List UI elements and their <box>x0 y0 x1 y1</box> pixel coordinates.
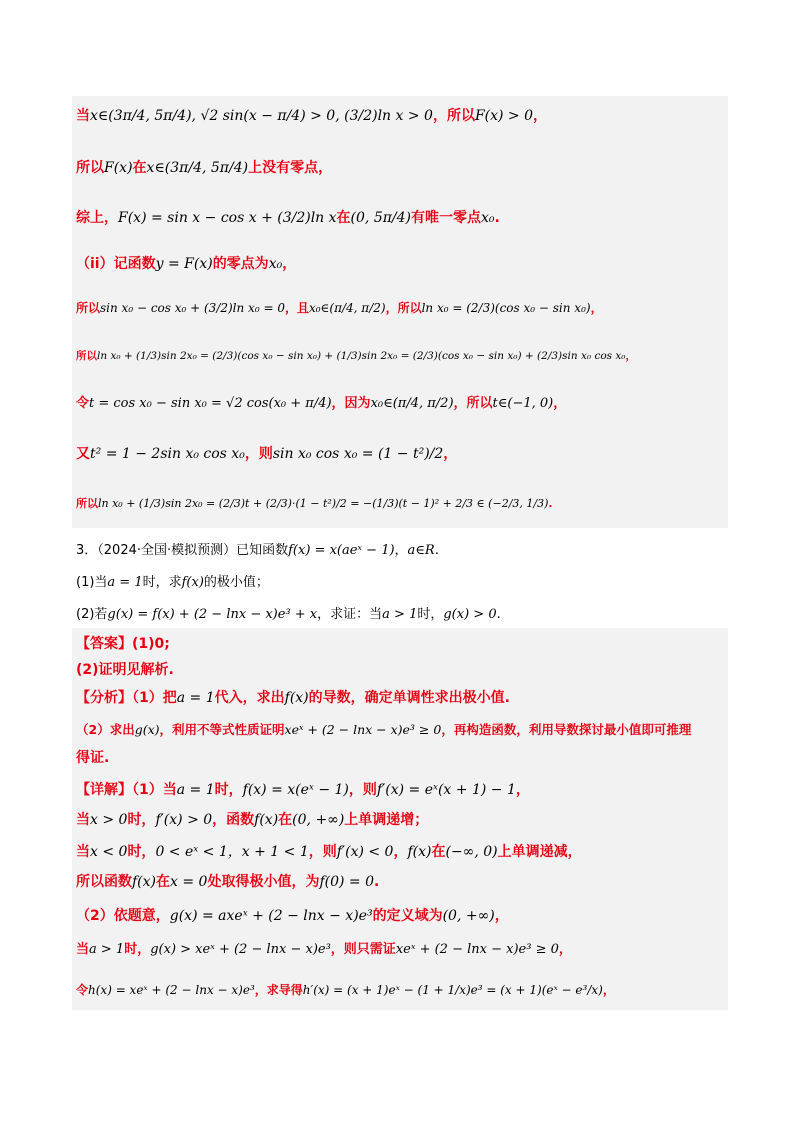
formula: ln x₀ + (1/3)sin 2x₀ = (2/3)(cos x₀ − sin x₀) + (1/3)sin 2x₀ = (2/3)(cos x₀ − sin x₀) + (2/3)sin x₀ cos x₀ <box>97 350 626 362</box>
text: 3．（2024·全国·模拟预测）已知函数 <box>76 543 289 558</box>
text: 上单调递增； <box>344 812 429 828</box>
formula: t∈(−1, 0) <box>492 396 554 411</box>
answer-line-1 <box>76 634 170 654</box>
text: 时， <box>214 782 243 798</box>
formula: x = 0 <box>170 874 208 890</box>
line-6 <box>76 346 636 366</box>
text: 得证. <box>76 750 110 766</box>
text: ， <box>558 942 572 957</box>
text: 令 <box>76 396 90 411</box>
formula: a∈R <box>407 543 435 558</box>
text: ，所以 <box>453 396 493 411</box>
formula: xeˣ + (2 − lnx − x)e³ ≥ 0 <box>284 722 442 737</box>
text: 时， <box>127 812 156 828</box>
text: 令 <box>76 983 89 997</box>
formula: sin x₀ cos x₀ = (1 − t²)/2 <box>272 446 444 462</box>
text: (1)当 <box>76 575 108 590</box>
formula: t² = 1 − 2sin x₀ cos x₀ <box>90 446 245 462</box>
text: 时， <box>124 942 151 957</box>
formula: sin x₀ − cos x₀ + (3/2)ln x₀ = 0 <box>100 301 285 315</box>
formula: (−∞, 0) <box>445 844 498 860</box>
text: (2)若 <box>76 607 108 622</box>
formula: xeˣ + (2 − lnx − x)e³ ≥ 0 <box>395 942 559 957</box>
text: ， <box>394 543 408 558</box>
formula: f′(x) = eˣ(x + 1) − 1 <box>376 782 516 798</box>
line-9 <box>76 494 553 514</box>
formula: f(x) <box>132 874 157 890</box>
text: （2）求出 <box>76 722 135 737</box>
text: 在 <box>156 874 171 890</box>
text: 时，求 <box>142 575 182 590</box>
text: ，因为 <box>331 396 371 411</box>
text: 在 <box>278 812 293 828</box>
formula: t = cos x₀ − sin x₀ = √2 cos(x₀ + π/4) <box>89 396 332 411</box>
text: ，则只需证 <box>330 942 396 957</box>
line-3 <box>76 208 500 228</box>
formula: h′(x) = (x + 1)eˣ − (1 + 1/x)e³ = (x + 1)(eˣ − e³/x) <box>302 983 603 997</box>
formula: (0, +∞) <box>292 812 345 828</box>
text: 所以函数 <box>76 874 132 890</box>
text: 所以 <box>76 350 97 362</box>
question-part-2 <box>76 603 501 622</box>
text: ， <box>443 446 458 462</box>
formula: x∈(3π/4, 5π/4), √2 sin(x − π/4) > 0, (3/2)ln x > 0 <box>90 108 433 124</box>
text: （ii）记函数 <box>76 256 156 272</box>
text: 的极小值； <box>203 575 269 590</box>
text: 当 <box>76 108 90 124</box>
formula: F(x) = sin x − cos x + (3/2)ln x <box>118 210 337 226</box>
text: 上单调递减， <box>497 844 582 860</box>
detail-line-2 <box>76 810 428 830</box>
formula: f(x) <box>254 812 279 828</box>
text: ， <box>602 983 615 997</box>
text: ，所以 <box>385 301 422 315</box>
formula: F(x) > 0 <box>474 108 534 124</box>
formula: x₀ <box>481 210 495 226</box>
formula: g(x) = axeˣ + (2 − lnx − x)e³ <box>169 908 373 924</box>
text: ， <box>533 108 548 124</box>
text: 所以 <box>76 160 104 176</box>
text: ， <box>515 782 530 798</box>
formula: (0, 5π/4) <box>350 210 412 226</box>
detail-line-6 <box>76 940 572 960</box>
text: 又 <box>76 446 90 462</box>
line-1 <box>76 106 547 126</box>
text: ， <box>590 301 603 315</box>
text: ，求证：当 <box>317 607 383 622</box>
analysis-line-1 <box>76 688 510 708</box>
text: . <box>496 607 501 622</box>
text: 当 <box>76 942 90 957</box>
formula: f(x) <box>181 575 204 590</box>
detail-line-7 <box>76 980 615 1000</box>
text: 在 <box>132 160 147 176</box>
detail-line-5 <box>76 906 509 926</box>
formula: a > 1 <box>382 607 418 622</box>
formula: ln x₀ = (2/3)(cos x₀ − sin x₀) <box>421 301 591 315</box>
formula: x > 0 <box>90 812 128 828</box>
text: 处取得极小值，为 <box>207 874 320 890</box>
formula: (0, +∞) <box>442 908 495 924</box>
formula: h(x) = xeˣ + (2 − lnx − x)e³ <box>88 983 255 997</box>
line-4 <box>76 254 296 274</box>
text: ，所以 <box>432 108 475 124</box>
formula: a = 1 <box>176 782 215 798</box>
formula: x < 0 <box>90 844 128 860</box>
formula: f(x) = x(aeˣ − 1) <box>288 543 395 558</box>
text: 的定义域为 <box>372 908 443 924</box>
text: 在 <box>336 210 351 226</box>
text: ，利用不等式性质证明 <box>159 722 285 737</box>
formula: x₀ <box>268 256 283 272</box>
text: 上没有零点， <box>248 160 333 176</box>
text: . <box>494 210 500 226</box>
formula: f(x) = x(eˣ − 1) <box>242 782 349 798</box>
formula: g(x) = f(x) + (2 − lnx − x)e³ + x <box>107 607 318 622</box>
formula: y = F(x) <box>155 256 213 272</box>
formula: f(x) <box>284 690 309 706</box>
text: ， <box>282 256 297 272</box>
text: ，且 <box>284 301 309 315</box>
formula: f′(x) > 0 <box>155 812 213 828</box>
text: 所以 <box>76 497 98 510</box>
line-8 <box>76 444 457 464</box>
line-5 <box>76 298 603 318</box>
formula: x₀∈(π/4, π/2) <box>370 396 454 411</box>
formula: x₀∈(π/4, π/2) <box>308 301 386 315</box>
text: 时， <box>417 607 444 622</box>
text: (2)证明见解析. <box>76 662 174 678</box>
text: . <box>434 543 439 558</box>
analysis-line-2 <box>76 720 691 740</box>
text: 所以 <box>76 301 101 315</box>
question-stem <box>76 539 439 558</box>
analysis-line-3 <box>76 748 109 768</box>
text: 代入，求出 <box>214 690 285 706</box>
text: ， <box>393 844 408 860</box>
formula: g(x) > xeˣ + (2 − lnx − x)e³ <box>150 942 331 957</box>
formula: f(0) = 0 <box>319 874 375 890</box>
text: 综上， <box>76 210 118 226</box>
text: 【答案】(1)0; <box>76 636 170 652</box>
text: 的零点为 <box>212 256 269 272</box>
formula: x∈(3π/4, 5π/4) <box>146 160 249 176</box>
text: ， <box>625 350 637 362</box>
text: . <box>548 497 553 510</box>
formula: a > 1 <box>89 942 125 957</box>
text: ，则 <box>308 844 337 860</box>
formula: a = 1 <box>176 690 215 706</box>
text: ， <box>494 908 509 924</box>
line-2 <box>76 158 332 178</box>
text: ，再构造函数，利用导数探讨最小值即可推理 <box>441 722 692 737</box>
text: ， <box>553 396 567 411</box>
text: 【分析】（1）把 <box>76 690 177 706</box>
text: ，则 <box>244 446 273 462</box>
text: 【详解】（1）当 <box>76 782 177 798</box>
text: ，函数 <box>212 812 255 828</box>
text: ，求导得 <box>254 983 303 997</box>
text: （2）依题意， <box>76 908 170 924</box>
text: . <box>374 874 380 890</box>
formula: a = 1 <box>107 575 143 590</box>
question-part-1 <box>76 571 269 590</box>
formula: f′(x) < 0 <box>336 844 394 860</box>
formula: F(x) <box>104 160 133 176</box>
formula: g(x) > 0 <box>443 607 497 622</box>
formula: g(x) <box>134 722 160 737</box>
formula: 0 < eˣ < 1，x + 1 < 1 <box>155 844 309 860</box>
text: 当 <box>76 844 90 860</box>
detail-line-4 <box>76 872 379 892</box>
text: 时， <box>127 844 156 860</box>
text: ，则 <box>348 782 377 798</box>
formula: f(x) <box>407 844 432 860</box>
detail-line-1 <box>76 780 530 800</box>
detail-line-3 <box>76 842 582 862</box>
formula: ln x₀ + (1/3)sin 2x₀ = (2/3)t + (2/3)·(1 − t²)/2 = −(1/3)(t − 1)² + 2/3 ∈ (−2/3, 1/3) <box>98 497 549 510</box>
answer-line-2 <box>76 660 174 680</box>
text: 当 <box>76 812 90 828</box>
text: 的导数，确定单调性求出极小值. <box>308 690 510 706</box>
line-7 <box>76 394 566 414</box>
text: 有唯一零点 <box>411 210 482 226</box>
text: 在 <box>431 844 446 860</box>
